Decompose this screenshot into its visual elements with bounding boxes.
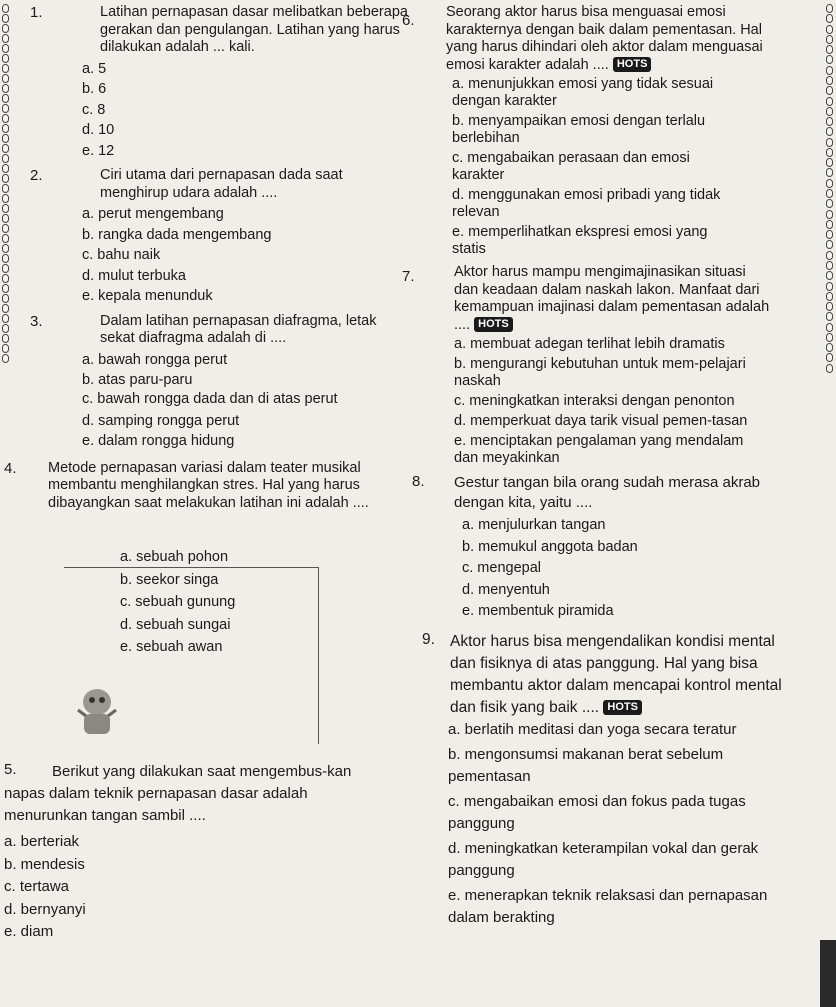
option-d[interactable]: d. 10 — [82, 122, 115, 138]
option-e[interactable]: e. kepala menunduk — [82, 288, 213, 304]
binder-ring — [2, 154, 9, 163]
option-e[interactable]: e. diam — [4, 923, 54, 940]
option-c[interactable]: c. mengabaikan emosi dan fokus pada tugas panggung — [448, 792, 746, 832]
binder-ring — [2, 104, 9, 113]
option-b[interactable]: b. memukul anggota badan — [462, 538, 638, 555]
binder-ring — [2, 164, 9, 173]
binder-ring — [826, 302, 833, 311]
question-number: 6. — [402, 12, 415, 29]
binder-ring — [826, 353, 833, 362]
binder-ring — [2, 264, 9, 273]
binder-ring — [826, 240, 833, 249]
binder-ring — [826, 364, 833, 373]
question-7 — [402, 264, 802, 467]
question-text: Aktor harus bisa mengendalikan kondisi mental dan fisiknya di atas panggung. Hal yang bisa membantu aktor dalam mencapai kontrol mental dan fisik yang baik .... — [450, 632, 782, 716]
option-d[interactable]: d. sebuah sungai — [120, 616, 231, 633]
binder-ring — [2, 344, 9, 353]
question-text: Seorang aktor harus bisa menguasai emosi karakternya dengan baik dalam pementasan. Hal yang harus dihindari oleh aktor dalam menguasai emosi karakter adalah .... — [446, 4, 763, 73]
binder-ring — [2, 94, 9, 103]
binder-ring — [826, 45, 833, 54]
question-text: Gestur tangan bila orang sudah merasa akrab dengan kita, yaitu .... — [454, 474, 761, 511]
binder-ring — [826, 25, 833, 34]
binder-ring — [826, 210, 833, 219]
question-number: 5. — [4, 761, 17, 778]
binder-ring — [826, 179, 833, 188]
option-a[interactable]: a. sebuah pohon — [120, 549, 229, 565]
binder-ring — [2, 24, 9, 33]
option-b[interactable]: b. rangka dada mengembang — [82, 226, 272, 243]
question-number: 8. — [412, 473, 425, 490]
question-text: Ciri utama dari pernapasan dada saat menghirup udara adalah .... — [100, 167, 343, 201]
option-e[interactable]: e. 12 — [82, 142, 115, 159]
option-c[interactable]: c. meningkatkan interaksi dengan penonton — [454, 393, 735, 409]
option-b[interactable]: b. seekor singa — [120, 571, 219, 588]
option-c[interactable]: c. bawah rongga dada dan di atas perut — [82, 390, 338, 407]
binder-ring — [826, 323, 833, 332]
option-c[interactable]: c. bahu naik — [82, 247, 161, 263]
question-text: Dalam latihan pernapasan diafragma, letak sekat diafragma adalah di .... — [100, 312, 377, 346]
binder-ring — [2, 124, 9, 133]
option-c[interactable]: c. 8 — [82, 101, 106, 118]
option-c[interactable]: c. mengepal — [462, 560, 541, 576]
binder-ring — [826, 138, 833, 147]
question-2 — [30, 167, 412, 307]
option-a[interactable]: a. bawah rongga perut — [82, 351, 228, 368]
option-e[interactable]: e. menciptakan pengalaman yang mendalam dan meyakinkan — [454, 433, 744, 466]
binder-ring — [2, 304, 9, 313]
binder-ring — [2, 134, 9, 143]
binder-ring — [2, 74, 9, 83]
binder-ring — [2, 334, 9, 343]
option-c[interactable]: c. mengabaikan perasaan dan emosi karakter — [452, 150, 690, 183]
option-c[interactable]: c. sebuah gunung — [120, 594, 236, 610]
binder-ring — [2, 114, 9, 123]
binder-ring — [2, 4, 9, 13]
question-number: 7. — [402, 268, 415, 285]
binder-ring — [826, 117, 833, 126]
binder-ring — [826, 4, 833, 13]
binder-ring — [2, 314, 9, 323]
binder-ring — [826, 199, 833, 208]
option-e[interactable]: e. sebuah awan — [120, 639, 223, 655]
binder-ring — [2, 274, 9, 283]
question-text: Metode pernapasan variasi dalam teater musikal membantu menghilangkan stres. Hal yang harus dibayangkan saat melakukan latihan ini adalah .... — [48, 459, 369, 511]
binder-ring — [2, 294, 9, 303]
binder-ring — [2, 214, 9, 223]
binder-ring — [826, 107, 833, 116]
binder-ring — [2, 224, 9, 233]
option-d[interactable]: d. mulut terbuka — [82, 267, 186, 284]
hots-badge: HOTS — [474, 317, 513, 332]
binder-ring — [2, 184, 9, 193]
binder-ring — [2, 234, 9, 243]
binder-ring — [826, 292, 833, 301]
binder-rings-right — [826, 0, 836, 1007]
question-text: Aktor harus mampu mengimajinasikan situasi dan keadaan dalam naskah lakon. Manfaat dari kemampuan imajinasi dalam pementasan adalah .... — [454, 264, 770, 333]
binder-ring — [2, 44, 9, 53]
option-b[interactable]: b. mendesis — [4, 855, 85, 873]
option-e[interactable]: e. membentuk piramida — [462, 603, 614, 619]
option-d[interactable]: d. samping rongga perut — [82, 412, 240, 429]
binder-ring — [826, 251, 833, 260]
binder-ring — [2, 194, 9, 203]
binder-ring — [826, 158, 833, 167]
binder-ring — [826, 14, 833, 23]
binder-ring — [826, 168, 833, 177]
binder-ring — [826, 35, 833, 44]
binder-ring — [826, 261, 833, 270]
binder-ring — [826, 189, 833, 198]
binder-ring — [826, 230, 833, 239]
binder-ring — [2, 34, 9, 43]
binder-ring — [826, 76, 833, 85]
binder-ring — [826, 97, 833, 106]
option-a[interactable]: a. berteriak — [4, 833, 80, 850]
question-8 — [402, 473, 802, 623]
binder-ring — [826, 127, 833, 136]
option-d[interactable]: d. menggunakan emosi pribadi yang tidak relevan — [452, 187, 721, 220]
binder-ring — [826, 282, 833, 291]
binder-ring — [826, 312, 833, 321]
binder-ring — [2, 144, 9, 153]
question-text: Berikut yang dilakukan saat mengembus-kan napas dalam teknik pernapasan dasar adalah menurunkan tangan sambil .... — [4, 763, 352, 824]
option-a[interactable]: a. menunjukkan emosi yang tidak sesuai dengan karakter — [452, 76, 714, 109]
option-d[interactable]: d. memperkuat daya tarik visual pemen-tasan — [454, 413, 748, 429]
option-a[interactable]: a. 5 — [82, 60, 107, 77]
binder-ring — [2, 354, 9, 363]
option-b[interactable]: b. menyampaikan emosi dengan terlalu berlebihan — [452, 113, 706, 146]
right-column — [402, 4, 802, 932]
question-1 — [30, 4, 412, 161]
option-a[interactable]: a. berlatih meditasi dan yoga secara teratur — [448, 720, 737, 738]
question-number: 4. — [4, 459, 17, 477]
option-a[interactable]: a. membuat adegan terlihat lebih dramatis — [454, 336, 725, 352]
question-number: 9. — [422, 630, 435, 648]
binder-ring — [826, 271, 833, 280]
binder-ring — [2, 14, 9, 23]
binder-ring — [2, 324, 9, 333]
option-b[interactable]: b. 6 — [82, 81, 107, 97]
option-e[interactable]: e. dalam rongga hidung — [82, 433, 235, 449]
hots-badge: HOTS — [613, 57, 652, 72]
option-a[interactable]: a. perut mengembang — [82, 206, 224, 222]
question-text: Latihan pernapasan dasar melibatkan beberapa gerakan dan pengulangan. Latihan yang harus dilakukan adalah ... kali. — [100, 4, 408, 55]
option-b[interactable]: b. mengurangi kebutuhan untuk mem-pelajari naskah — [454, 356, 746, 389]
mascot-illustration — [72, 680, 122, 740]
binder-ring — [826, 86, 833, 95]
question-5 — [4, 761, 364, 944]
binder-ring — [826, 66, 833, 75]
binder-ring — [2, 64, 9, 73]
option-d[interactable]: d. meningkatkan keterampilan vokal dan gerak panggung — [448, 839, 759, 879]
question-6 — [402, 4, 802, 258]
question-number: 2. — [30, 167, 43, 184]
binder-ring — [826, 55, 833, 64]
question-number: 1. — [30, 4, 43, 21]
binder-ring — [826, 343, 833, 352]
question-number: 3. — [30, 312, 43, 330]
binder-ring — [2, 84, 9, 93]
option-e[interactable]: e. menerapkan teknik relaksasi dan pernapasan dalam berakting — [448, 886, 768, 926]
binder-ring — [2, 54, 9, 63]
left-column — [4, 4, 412, 940]
hots-badge: HOTS — [603, 700, 642, 715]
option-e[interactable]: e. memperlihatkan ekspresi emosi yang statis — [452, 224, 708, 257]
question-3 — [30, 313, 412, 452]
option-b[interactable]: b. mengonsumsi makanan berat sebelum pementasan — [448, 745, 724, 785]
binder-ring — [826, 220, 833, 229]
binder-ring — [2, 284, 9, 293]
option-d[interactable]: d. menyentuh — [462, 581, 550, 598]
question-9 — [402, 631, 802, 929]
binder-ring — [2, 174, 9, 183]
binder-ring — [2, 244, 9, 253]
page-edge-shadow — [820, 940, 836, 1007]
option-c[interactable]: c. tertawa — [4, 878, 70, 895]
binder-ring — [2, 204, 9, 213]
binder-ring — [2, 254, 9, 263]
option-a[interactable]: a. menjulurkan tangan — [462, 517, 606, 533]
binder-ring — [826, 333, 833, 342]
option-d[interactable]: d. bernyanyi — [4, 900, 86, 918]
binder-ring — [826, 148, 833, 157]
option-b[interactable]: b. atas paru-paru — [82, 372, 193, 388]
